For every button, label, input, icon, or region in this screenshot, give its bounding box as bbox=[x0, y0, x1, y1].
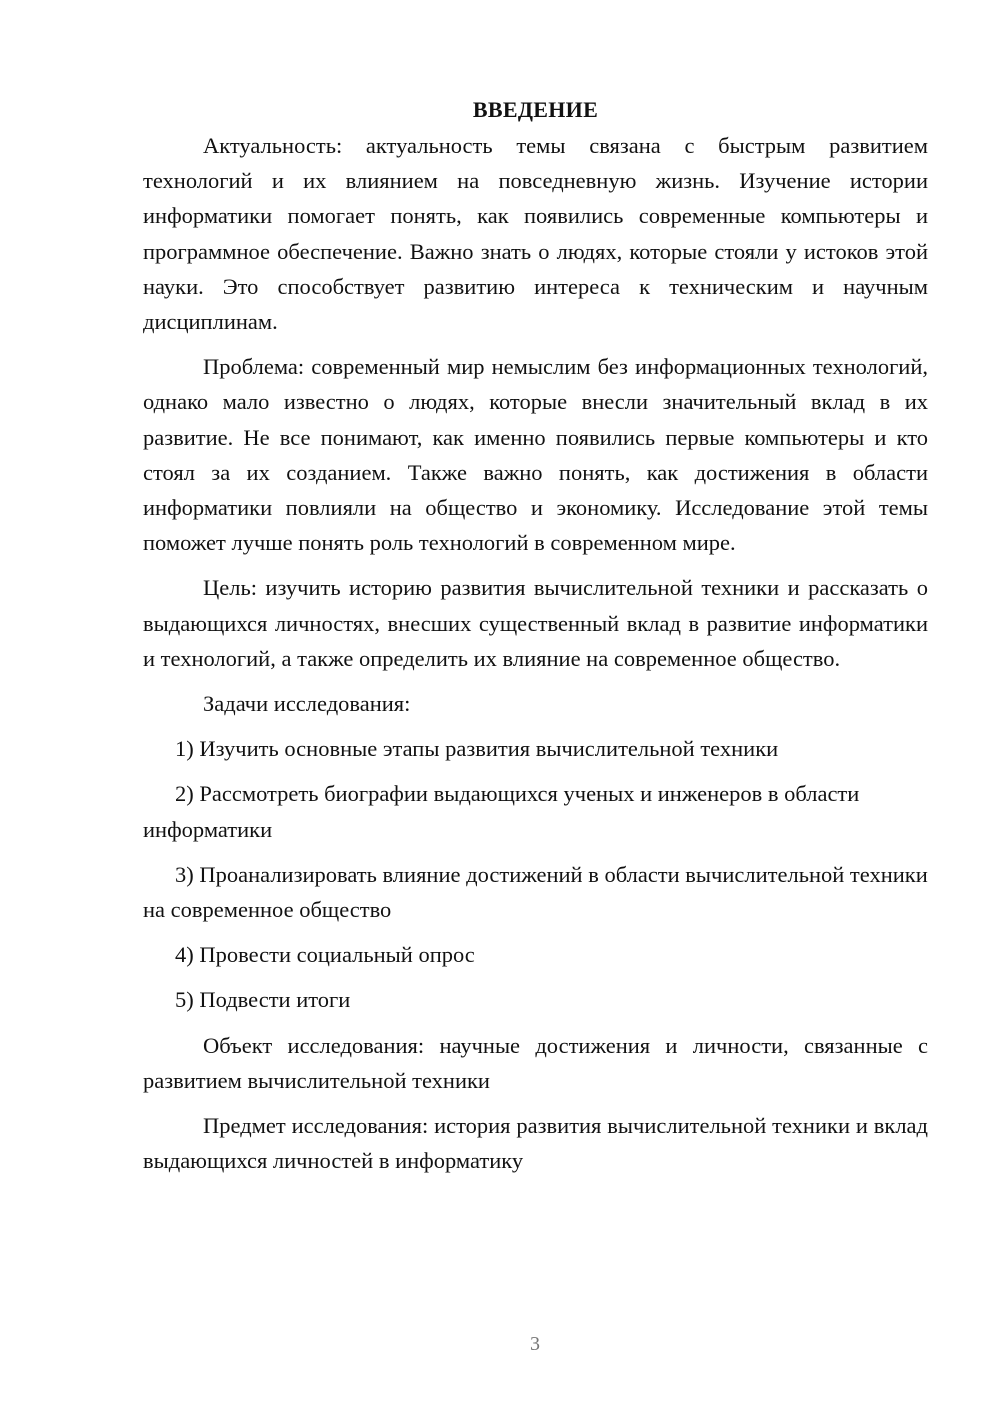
paragraph-object: Объект исследования: научные достижения и личности, связанные с развитием вычислительной техники bbox=[143, 1032, 928, 1093]
paragraph-problem: Проблема: современный мир немыслим без информационных технологий, однако мало известно о людях, которые внесли значительный вклад в их развитие. Не все понимают, как именно появились первые компьютеры и кто стоял за их созданием. Также важно понять, как достижения в области информатики повлияли на общество и экономику. Исследование этой темы поможет лучше понять роль технологий в современном мире. bbox=[143, 354, 928, 556]
list-item: 5) Подвести итоги bbox=[175, 987, 351, 1013]
page-number: 3 bbox=[530, 1333, 540, 1355]
list-item: 4) Провести социальный опрос bbox=[175, 942, 475, 968]
paragraph-subject: Предмет исследования: история развития вычислительной техники и вклад выдающихся личностей в информатику bbox=[143, 1113, 928, 1174]
tasks-list bbox=[143, 731, 928, 1017]
list-item: 3) Проанализировать влияние достижений в области вычислительной техники на современное общество bbox=[143, 861, 928, 923]
list-item: 2) Рассмотреть биографии выдающихся ученых и инженеров в области информатики bbox=[143, 781, 860, 842]
paragraph-goal: Цель: изучить историю развития вычислительной техники и рассказать о выдающихся личностях, внесших существенный вклад в развитие информатики и технологий, а также определить их влияние на современное общество. bbox=[143, 575, 928, 671]
list-item: 1) Изучить основные этапы развития вычислительной техники bbox=[175, 736, 779, 762]
document-page bbox=[143, 92, 928, 1188]
section-title: ВВЕДЕНИЕ bbox=[472, 97, 599, 122]
paragraph-relevance: Актуальность: актуальность темы связана с быстрым развитием технологий и их влиянием на повседневную жизнь. Изучение истории информатики помогает понять, как появились современные компьютеры и программное обеспечение. Важно знать о людях, которые стояли у истоков этой науки. Это способствует развитию интереса к техническим и научным дисциплинам. bbox=[143, 133, 928, 335]
tasks-heading: Задачи исследования: bbox=[203, 691, 411, 717]
